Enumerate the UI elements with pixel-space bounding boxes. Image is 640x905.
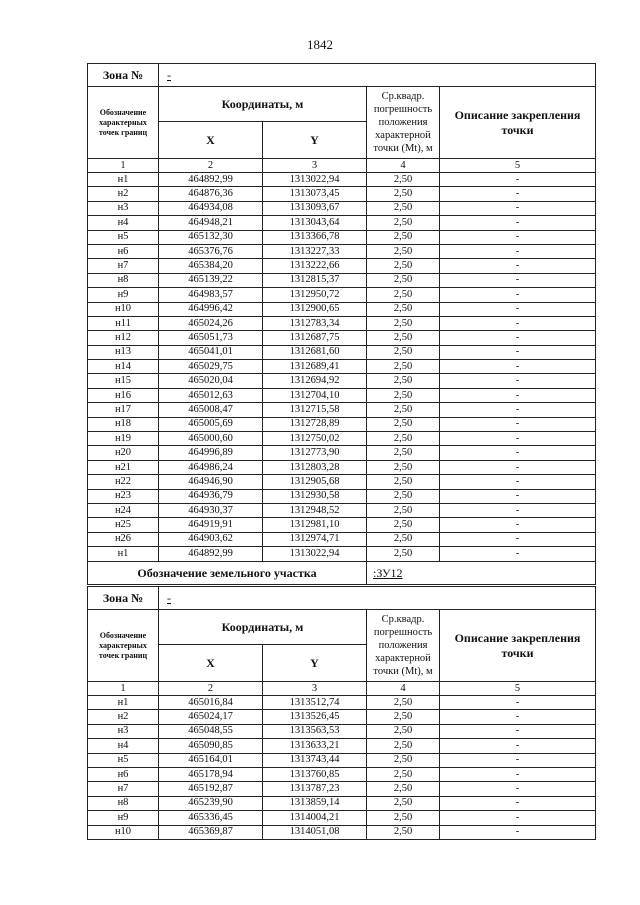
point-label: н14 [88,360,159,374]
description-value: - [440,331,596,345]
description-value: - [440,273,596,287]
description-value: - [440,825,596,839]
coord-y: 1312900,65 [263,302,367,316]
coord-y: 1313633,21 [263,739,367,753]
coord-x: 465239,90 [159,796,263,810]
error-value: 2,50 [367,187,440,201]
error-value: 2,50 [367,446,440,460]
coord-x: 464996,89 [159,446,263,460]
header-y: Y [263,122,367,159]
coord-x: 465369,87 [159,825,263,839]
coord-x: 465139,22 [159,273,263,287]
table-row [88,489,596,503]
error-value: 2,50 [367,724,440,738]
coord-y: 1313563,53 [263,724,367,738]
coord-x: 465164,01 [159,753,263,767]
table-row [88,518,596,532]
error-value: 2,50 [367,374,440,388]
coord-y: 1312750,02 [263,432,367,446]
description-value: - [440,503,596,517]
point-label: н10 [88,302,159,316]
error-value: 2,50 [367,518,440,532]
point-label: н17 [88,403,159,417]
coord-y: 1312728,89 [263,417,367,431]
coord-y: 1313512,74 [263,696,367,710]
description-value: - [440,259,596,273]
table-row [88,460,596,474]
description-value: - [440,388,596,402]
point-label: н9 [88,811,159,825]
coord-y: 1313043,64 [263,216,367,230]
description-value: - [440,374,596,388]
table-row [88,230,596,244]
error-value: 2,50 [367,417,440,431]
table-row [88,796,596,810]
description-value: - [440,796,596,810]
header-designation: Обозначение характерных точек границ [88,87,159,159]
description-value: - [440,446,596,460]
col-number: 2 [159,159,263,173]
coord-x: 465012,63 [159,388,263,402]
error-value: 2,50 [367,796,440,810]
table-row [88,259,596,273]
coord-y: 1313366,78 [263,230,367,244]
zone-label: Зона № [88,64,159,87]
error-value: 2,50 [367,696,440,710]
point-label: н4 [88,216,159,230]
coord-y: 1312687,75 [263,331,367,345]
table-row [88,187,596,201]
coord-x: 464948,21 [159,216,263,230]
header-error: Ср.квадр. погрешность положения характерной точки (Мt), м [367,87,440,159]
description-value: - [440,302,596,316]
coord-y: 1312704,10 [263,388,367,402]
coord-y: 1313022,94 [263,173,367,187]
header-y: Y [263,645,367,682]
coord-y: 1313022,94 [263,547,367,561]
point-label: н3 [88,724,159,738]
error-value: 2,50 [367,825,440,839]
coord-y: 1312715,58 [263,403,367,417]
table-row [88,173,596,187]
point-label: н23 [88,489,159,503]
point-label: н2 [88,187,159,201]
coord-x: 464986,24 [159,460,263,474]
description-value: - [440,360,596,374]
coord-y: 1312948,52 [263,503,367,517]
description-value: - [440,244,596,258]
header-x: X [159,122,263,159]
coord-y: 1312974,71 [263,532,367,546]
point-label: н7 [88,782,159,796]
point-label: н19 [88,432,159,446]
coord-y: 1313073,45 [263,187,367,201]
coord-y: 1312773,90 [263,446,367,460]
description-value: - [440,187,596,201]
point-label: н11 [88,316,159,330]
error-value: 2,50 [367,360,440,374]
column-numbers-row [88,682,596,696]
error-value: 2,50 [367,173,440,187]
coord-x: 464876,36 [159,187,263,201]
table-row [88,288,596,302]
error-value: 2,50 [367,710,440,724]
description-value: - [440,417,596,431]
coord-x: 465376,76 [159,244,263,258]
zone-label: Зона № [88,587,159,610]
coord-y: 1312815,37 [263,273,367,287]
table-row [88,724,596,738]
description-value: - [440,288,596,302]
point-label: н8 [88,796,159,810]
table-row [88,302,596,316]
table-row [88,475,596,489]
description-value: - [440,518,596,532]
point-label: н13 [88,345,159,359]
point-label: н1 [88,547,159,561]
description-value: - [440,767,596,781]
land-plot-label: Обозначение земельного участка [88,561,367,584]
table-row [88,503,596,517]
table-row [88,739,596,753]
coord-x: 465178,94 [159,767,263,781]
table-row [88,403,596,417]
description-value: - [440,739,596,753]
point-label: н3 [88,201,159,215]
coord-x: 464996,42 [159,302,263,316]
coord-x: 465005,69 [159,417,263,431]
zone-value: - [159,587,596,610]
error-value: 2,50 [367,259,440,273]
coord-x: 464934,08 [159,201,263,215]
zone-2-table [87,586,595,840]
col-number: 5 [440,159,596,173]
point-label: н5 [88,230,159,244]
error-value: 2,50 [367,739,440,753]
error-value: 2,50 [367,201,440,215]
table-row [88,374,596,388]
coord-x: 465336,45 [159,811,263,825]
description-value: - [440,173,596,187]
column-numbers-row [88,159,596,173]
coord-y: 1312950,72 [263,288,367,302]
error-value: 2,50 [367,273,440,287]
coord-y: 1312981,10 [263,518,367,532]
table-row [88,417,596,431]
header-coordinates: Координаты, м [159,87,367,122]
table-row [88,432,596,446]
table-row [88,331,596,345]
coord-y: 1313743,44 [263,753,367,767]
coord-y: 1312803,28 [263,460,367,474]
point-label: н24 [88,503,159,517]
zone-value: - [159,64,596,87]
point-label: н20 [88,446,159,460]
table-row [88,753,596,767]
coord-y: 1313787,23 [263,782,367,796]
point-label: н18 [88,417,159,431]
coord-y: 1314051,08 [263,825,367,839]
coord-y: 1313859,14 [263,796,367,810]
description-value: - [440,316,596,330]
error-value: 2,50 [367,475,440,489]
table-row [88,811,596,825]
error-value: 2,50 [367,388,440,402]
point-label: н5 [88,753,159,767]
error-value: 2,50 [367,403,440,417]
table-row [88,388,596,402]
error-value: 2,50 [367,302,440,316]
header-description: Описание закрепления точки [440,87,596,159]
error-value: 2,50 [367,532,440,546]
col-number: 4 [367,682,440,696]
point-label: н4 [88,739,159,753]
coord-x: 464903,62 [159,532,263,546]
description-value: - [440,724,596,738]
coord-y: 1312694,92 [263,374,367,388]
coord-y: 1312681,60 [263,345,367,359]
coord-y: 1313093,67 [263,201,367,215]
point-label: н9 [88,288,159,302]
description-value: - [440,532,596,546]
description-value: - [440,547,596,561]
coord-x: 464936,79 [159,489,263,503]
point-label: н21 [88,460,159,474]
point-label: н8 [88,273,159,287]
error-value: 2,50 [367,216,440,230]
coord-y: 1313227,33 [263,244,367,258]
land-plot-value: :ЗУ12 [367,561,596,584]
point-label: н22 [88,475,159,489]
coord-x: 465132,30 [159,230,263,244]
point-label: н1 [88,696,159,710]
coord-y: 1313760,85 [263,767,367,781]
description-value: - [440,696,596,710]
point-label: н26 [88,532,159,546]
table-row [88,216,596,230]
coord-x: 464930,37 [159,503,263,517]
error-value: 2,50 [367,345,440,359]
error-value: 2,50 [367,244,440,258]
point-label: н7 [88,259,159,273]
error-value: 2,50 [367,288,440,302]
description-value: - [440,489,596,503]
coord-x: 464946,90 [159,475,263,489]
coord-y: 1312783,34 [263,316,367,330]
coord-x: 465008,47 [159,403,263,417]
coord-y: 1314004,21 [263,811,367,825]
header-description: Описание закрепления точки [440,610,596,682]
point-label: н1 [88,173,159,187]
coord-x: 464892,99 [159,547,263,561]
error-value: 2,50 [367,547,440,561]
coord-x: 465041,01 [159,345,263,359]
description-value: - [440,811,596,825]
error-value: 2,50 [367,811,440,825]
header-designation: Обозначение характерных точек границ [88,610,159,682]
coord-y: 1312905,68 [263,475,367,489]
coord-x: 464983,57 [159,288,263,302]
coord-x: 465048,55 [159,724,263,738]
table-row [88,244,596,258]
error-value: 2,50 [367,503,440,517]
point-label: н25 [88,518,159,532]
point-label: н15 [88,374,159,388]
description-value: - [440,345,596,359]
error-value: 2,50 [367,782,440,796]
table-row [88,825,596,839]
table-row [88,360,596,374]
error-value: 2,50 [367,230,440,244]
error-value: 2,50 [367,460,440,474]
coord-x: 465192,87 [159,782,263,796]
point-label: н6 [88,244,159,258]
point-label: н2 [88,710,159,724]
table-row [88,273,596,287]
description-value: - [440,230,596,244]
description-value: - [440,403,596,417]
coord-x: 465024,17 [159,710,263,724]
error-value: 2,50 [367,767,440,781]
col-number: 1 [88,682,159,696]
coord-y: 1312930,58 [263,489,367,503]
description-value: - [440,475,596,489]
description-value: - [440,460,596,474]
coord-x: 465000,60 [159,432,263,446]
col-number: 4 [367,159,440,173]
coord-x: 465051,73 [159,331,263,345]
error-value: 2,50 [367,753,440,767]
coord-x: 465016,84 [159,696,263,710]
table-row [88,532,596,546]
zone-1-table [87,63,595,585]
error-value: 2,50 [367,489,440,503]
header-error: Ср.квадр. погрешность положения характерной точки (Мt), м [367,610,440,682]
description-value: - [440,432,596,446]
col-number: 3 [263,682,367,696]
table-row [88,782,596,796]
error-value: 2,50 [367,331,440,345]
description-value: - [440,216,596,230]
coord-y: 1313526,45 [263,710,367,724]
coord-x: 465090,85 [159,739,263,753]
coord-x: 465384,20 [159,259,263,273]
table-row [88,547,596,561]
point-label: н6 [88,767,159,781]
description-value: - [440,753,596,767]
error-value: 2,50 [367,432,440,446]
page-number: 1842 [307,37,333,52]
col-number: 3 [263,159,367,173]
table-row [88,710,596,724]
description-value: - [440,201,596,215]
header-x: X [159,645,263,682]
coord-y: 1312689,41 [263,360,367,374]
coord-x: 464892,99 [159,173,263,187]
coord-y: 1313222,66 [263,259,367,273]
table-row [88,345,596,359]
col-number: 1 [88,159,159,173]
table-row [88,446,596,460]
col-number: 2 [159,682,263,696]
coord-x: 464919,91 [159,518,263,532]
coord-x: 465029,75 [159,360,263,374]
table-row [88,767,596,781]
coord-x: 465024,26 [159,316,263,330]
table-row [88,316,596,330]
header-coordinates: Координаты, м [159,610,367,645]
col-number: 5 [440,682,596,696]
point-label: н16 [88,388,159,402]
table-row [88,696,596,710]
point-label: н12 [88,331,159,345]
description-value: - [440,782,596,796]
description-value: - [440,710,596,724]
error-value: 2,50 [367,316,440,330]
table-row [88,201,596,215]
coord-x: 465020,04 [159,374,263,388]
point-label: н10 [88,825,159,839]
